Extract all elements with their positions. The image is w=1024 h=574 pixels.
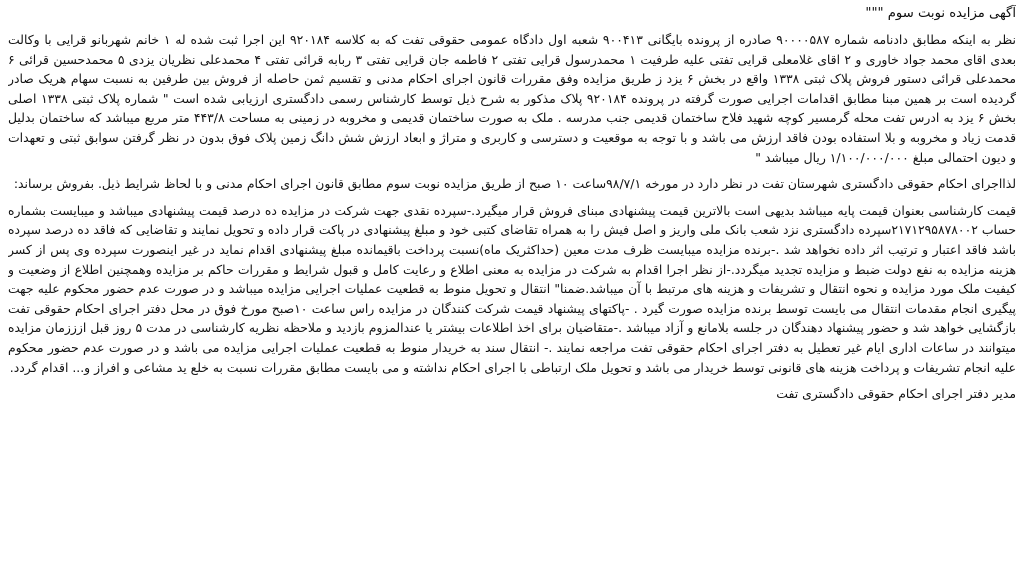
notice-title: آگهی مزایده نوبت سوم """ [865,6,1016,21]
notice-paragraph-auction-date: لذااجرای احکام حقوقی دادگستری شهرستان تفت در نظر دارد در مورخه ۹۸/۷/۱ساعت ۱۰ صبح از طریق مزایده نوبت سوم مطابق قانون اجرای احکام مدنی و با لحاظ شرایط ذیل. بفروش برساند: [13,176,1016,192]
notice-signature: مدیر دفتر اجرای احکام حقوقی دادگستری تفت [776,386,1016,402]
notice-paragraph-case-details: نظر به اینکه مطابق دادنامه شماره ۹۰۰۰۰۵۸۷ صادره از پرونده بایگانی ۹۰۰۴۱۳ شعبه اول دادگاه عمومی حقوقی تفت که به کلاسه ۹۲۰۱۸۴ این اجرا ثبت شده له ۱ خانم شهربانو قرایی با وکالت بعدی اقای محمد جواد خاوری و ۲ اقای غلامعلی قرایی تفتی علیه طرفیت ۱ محمدرسول قرایی تفتی ۲ فاطمه جان قرایی تفتی ۳ ربابه قرائی تفتی ۴ محمدعلی نظریان یزدی ۵ محمدحسین قرائی ۶ محمدعلی قرائی دستور فروش پلاک ثبتی ۱۳۳۸ واقع در بخش ۶ یزد ز طریق مزایده وفق مقررات قانون اجرای احکام مدنی و تقسیم ثمن حاصله از فروش بین طرفین به نسبت سهام هریک صادر گردیده است بر همین مبنا مطابق اقدامات اجرایی صورت گرفته در پرونده ۹۲۰۱۸۴ پلاک مذکور به شرح ذیل توسط کارشناس رسمی دادگستری ارزیابی شده است " شماره پلاک ثبتی ۱۳۳۸ اصلی بخش ۶ یزد به ادرس تفت محله گرمسیر کوچه شهید فلاح ساختمان قدیمی جنب مدرسه . ملک به صورت ساختمان قدیمی و مخروبه در زمینی به مساحت ۴۴۳/۸ متر مربع میباشد که ساختمان بدلیل قدمت زیاد و مخروبه و بلا استفاده بودن فاقد ارزش می باشد و با توجه به موقعیت و دسترسی و کاربری و متراژ و ابعاد ارزش شش دانگ زمین پلاک فوق بدون در نظر گرفتن سوابق ثبتی و تعهدات و دیون احتمالی مبلغ ۱/۱۰۰/۰۰۰/۰۰۰ ریال میباشد " [8,32,1016,165]
auction-notice [8,0,1016,566]
notice-paragraph-conditions: قیمت کارشناسی بعنوان قیمت پایه میباشد بدیهی است بالاترین قیمت پیشنهادی مبنای فروش قرار میگیرد.-سپرده نقدی جهت شرکت در مزایده ده درصد قیمت پیشنهادی میباشد و میبایست بشماره حساب ۲۱۷۱۲۹۵۸۷۸۰۰۲سپرده دادگستری نزد شعب بانک ملی واریز و اصل فیش را به همراه تقاضای کتبی خود و مبلغ پیشنهادی در پاکت قرار داده و تحویل نمایند و تقاضایی که فاقد ده درصد سپرده باشد فاقد اعتبار و ترتیب اثر داده نخواهد شد .-برنده مزایده میبایست ظرف مدت معین (حداکثریک ماه)نسبت پرداخت باقیمانده مبلغ پیشنهادی اقدام نماید در غیر اینصورت سپرده وی پس از کسر هزینه مزایده به نفع دولت ضبط و مزایده تجدید میگردد.-از نظر اجرا اقدام به شرکت در مزایده به معنی اطلاع و رعایت کامل و قبول شرایط و مقررات حاکم بر مزایده وهمچنین اطلاع از وضعیت و کیفیت ملک مورد مزایده و نحوه انتقال و تشریفات و هزینه های مرتبط با آن میباشد.ضمنا" انتقال و تحویل منوط به قطعیت عملیات اجرایی مزایده میباشد و در صورت عدم حضور محکوم علیه جهت پیگیری انجام مقدمات انتقال می بایست توسط برنده مزایده صورت گیرد . -پاکتهای پیشنهاد قیمت شرکت کنندگان در مزایده راس ساعت ۱۰صبح مورخ فوق در محل دفتر اجرای احکام حقوقی تفت بازگشایی خواهد شد و حضور پیشنهاد دهندگان در جلسه بلامانع و آزاد میباشد .-متقاضیان برای اخذ اطلاعات بیشتر یا عندالمزوم بازدید و ملاحظه نظریه کارشناسی در مدت ۵ روز قبل ازززمان مزایده میتوانند در ساعات اداری ایام غیر تعطیل به دفتر اجرای احکام حقوقی تفت مراجعه نمایند .- انتقال سند به خریدار منوط به قطعیت عملیات اجرایی مزایده می باشد و در صورت عدم حضور محکوم علیه انجام تشریفات و پرداخت هزینه های قانونی توسط خریدار می باشد و تحویل ملک ارتباطی با اجرای احکام نداشته و می بایست مطابق مقررات نسبت به خلع ید مشاعی و افراز و... اقدام گردد. [8,202,1016,375]
